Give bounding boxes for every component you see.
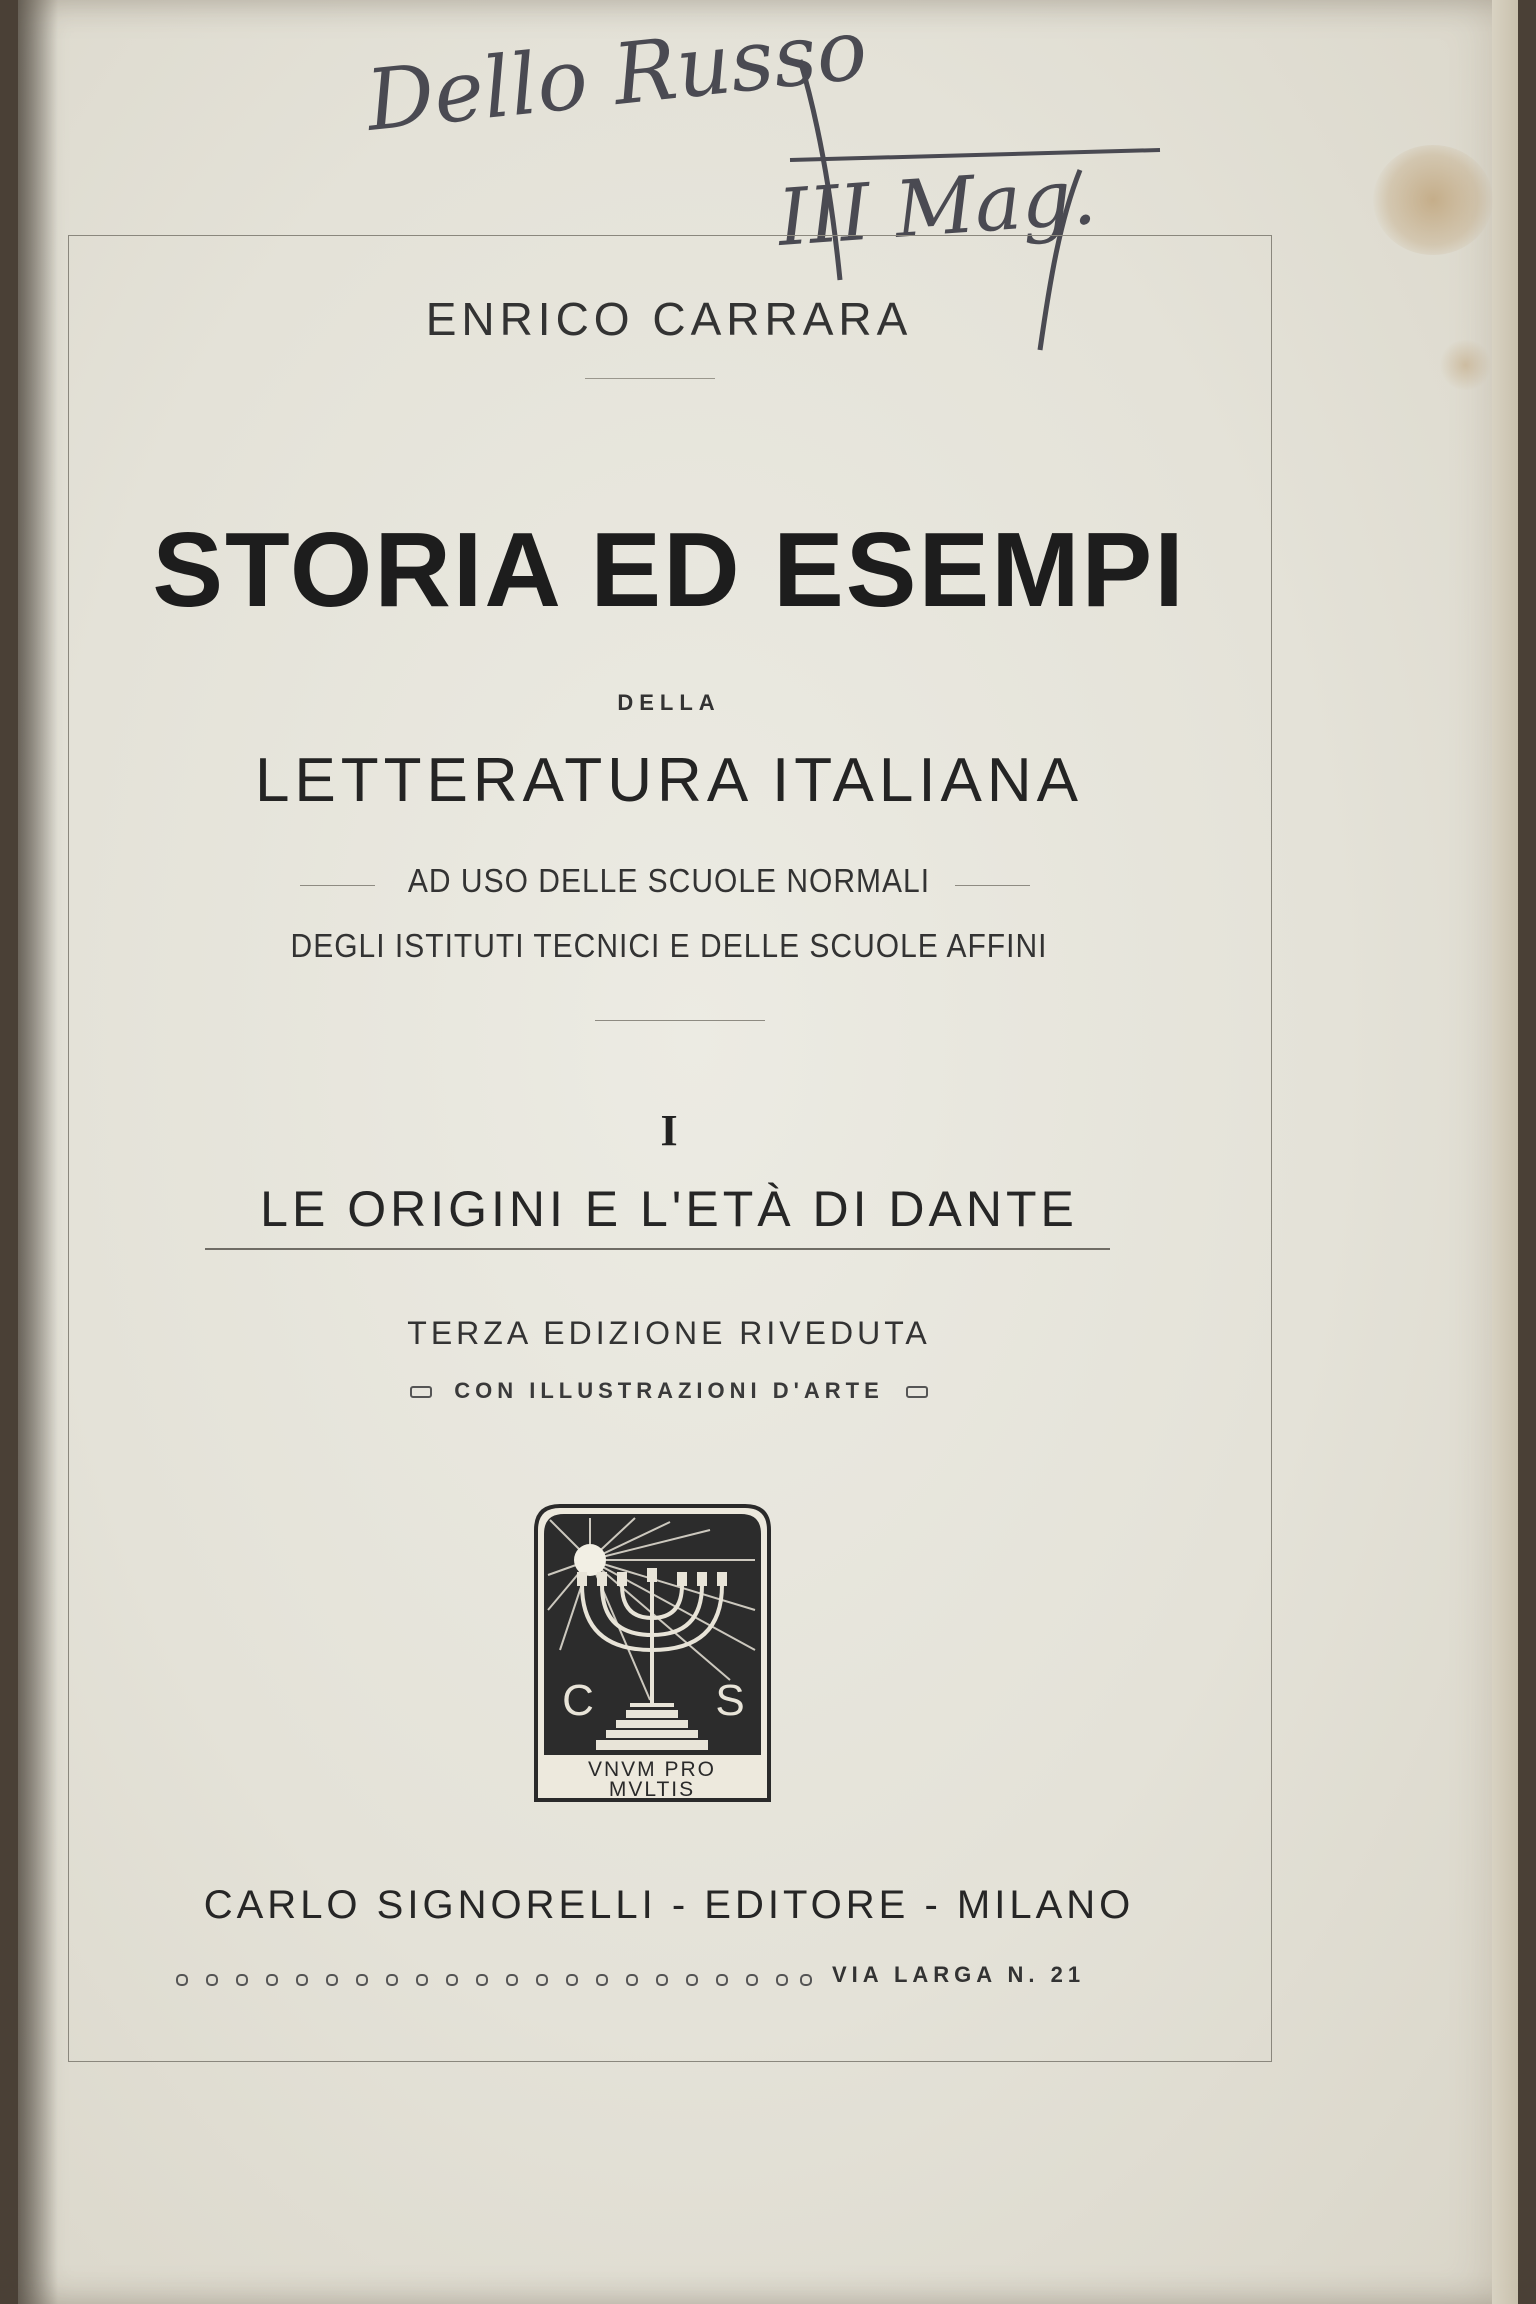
decorative-dot-row bbox=[175, 1970, 815, 1990]
volume-title: LE ORIGINI E L'ETÀ DI DANTE bbox=[260, 1181, 1078, 1237]
spine-shadow bbox=[18, 0, 58, 2304]
page-edge bbox=[1492, 0, 1518, 2304]
publisher-address: VIA LARGA N. 21 bbox=[832, 1962, 1086, 1987]
volume-underline bbox=[205, 1248, 1110, 1250]
book-subject: LETTERATURA ITALIANA bbox=[254, 746, 1084, 815]
menorah-icon bbox=[530, 1500, 775, 1805]
svg-text:III Mag.: III Mag. bbox=[775, 151, 1099, 264]
publisher-imprint: CARLO SIGNORELLI - EDITORE - MILANO bbox=[203, 1883, 1135, 1927]
foxing-stain-small bbox=[1438, 340, 1493, 390]
section-divider bbox=[595, 1020, 765, 1021]
purpose-line-2: DEGLI ISTITUTI TECNICI E DELLE SCUOLE AFFINI bbox=[290, 928, 1048, 965]
author-divider bbox=[585, 378, 715, 379]
publisher-logo bbox=[530, 1500, 775, 1805]
volume-number: I bbox=[660, 1106, 678, 1155]
title-connector: DELLA bbox=[617, 690, 721, 715]
book-title: STORIA ED ESEMPI bbox=[152, 511, 1186, 629]
logo-initial-right: S bbox=[715, 1676, 745, 1725]
author-name: ENRICO CARRARA bbox=[425, 293, 913, 345]
bracket-right-icon bbox=[906, 1386, 928, 1398]
bracket-left-icon bbox=[410, 1386, 432, 1398]
illustrations-text: CON ILLUSTRAZIONI D'ARTE bbox=[454, 1378, 884, 1403]
svg-text:Dello Russo: Dello Russo bbox=[361, 20, 872, 150]
illustrations-note bbox=[68, 1378, 1270, 1404]
logo-motto-line-1: VNVM PRO bbox=[587, 1758, 717, 1781]
logo-motto-line-2: MVLTIS bbox=[608, 1778, 696, 1801]
purpose-line-1: AD USO DELLE SCUOLE NORMALI bbox=[407, 863, 931, 900]
edition-statement: TERZA EDIZIONE RIVEDUTA bbox=[407, 1315, 931, 1351]
logo-initial-left: C bbox=[562, 1676, 594, 1725]
foxing-stain bbox=[1373, 145, 1493, 255]
